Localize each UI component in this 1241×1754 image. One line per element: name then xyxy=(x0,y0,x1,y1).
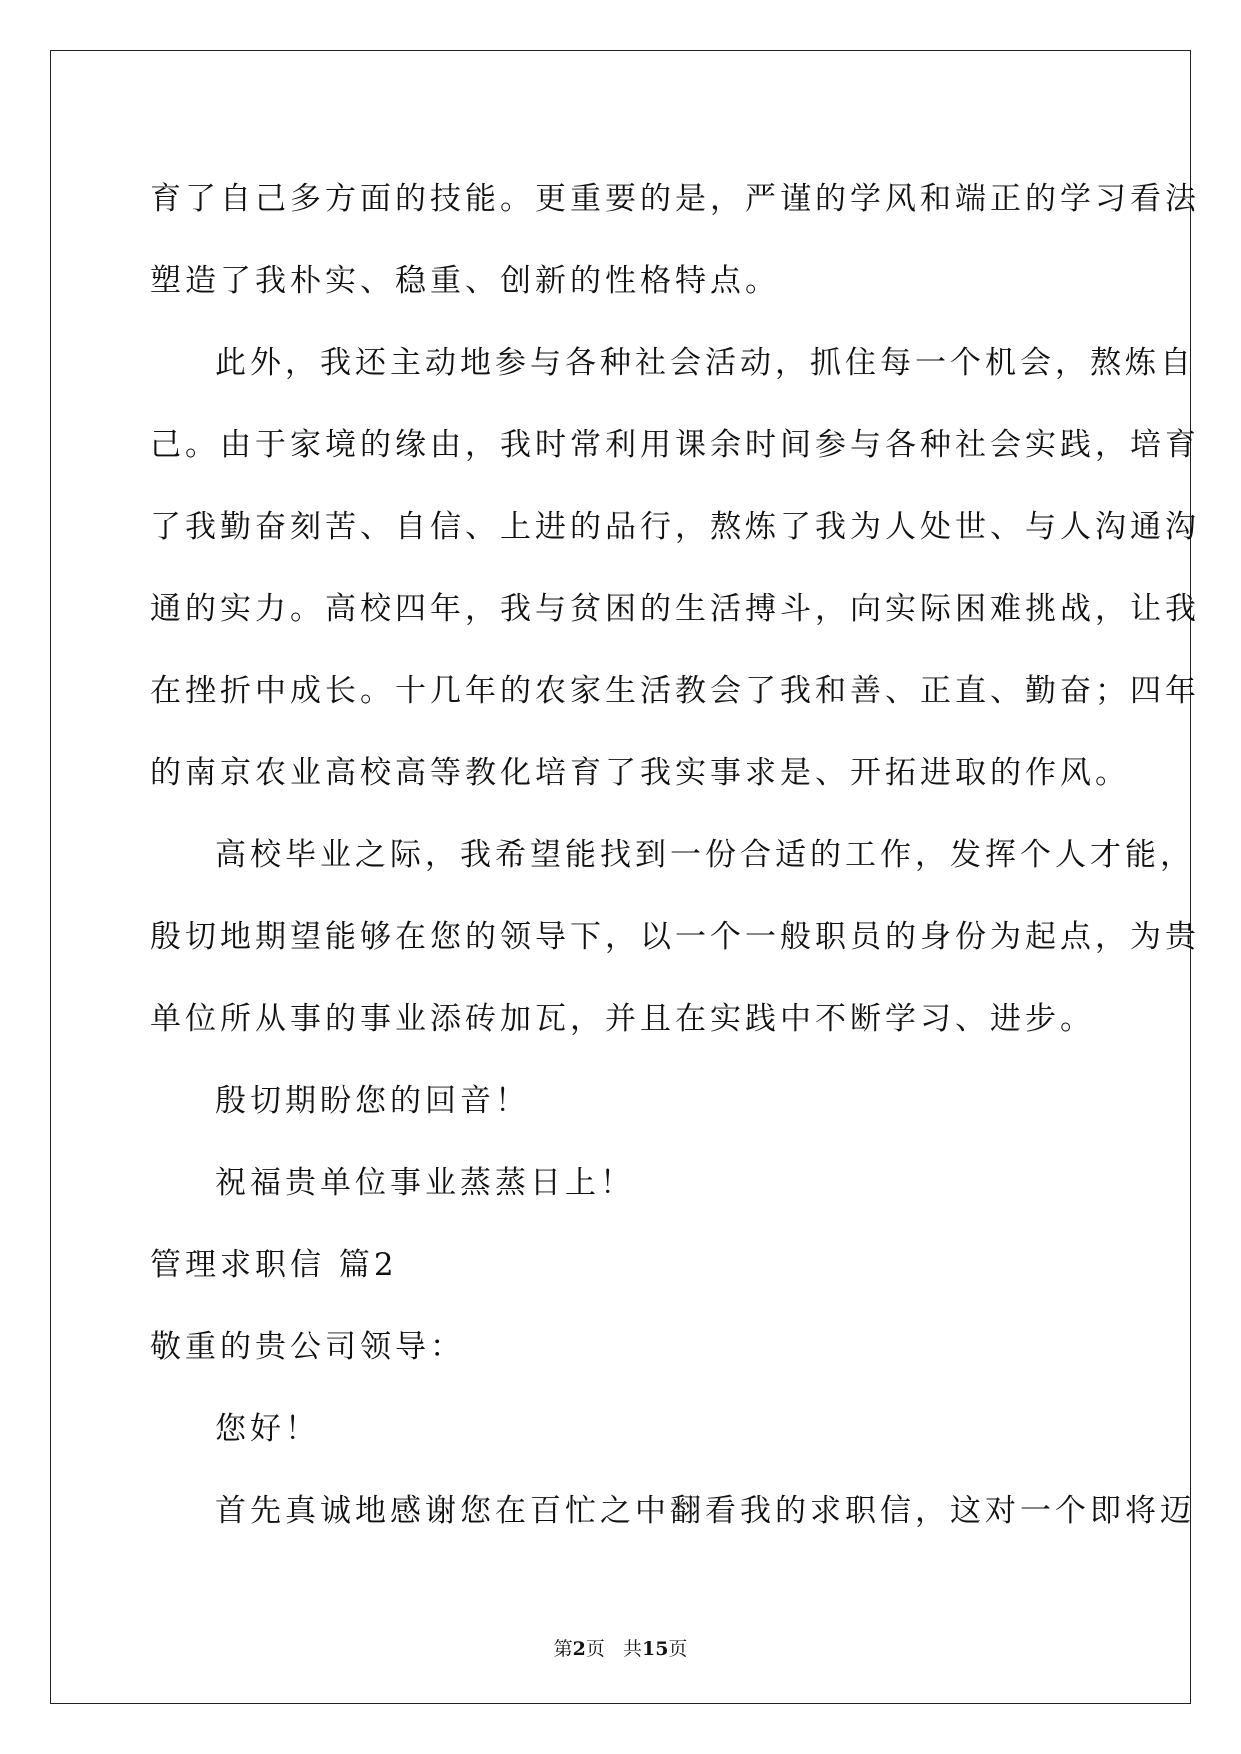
text-line: 殷切地期望能够在您的领导下，以一个一般职员的身份为起点，为贵 xyxy=(150,919,1200,955)
text-line: 塑造了我朴实、稳重、创新的性格特点。 xyxy=(150,263,780,299)
paragraph-start-line: 首先真诚地感谢您在百忙之中翻看我的求职信，这对一个即将迈 xyxy=(215,1493,1195,1529)
paragraph-start-line: 高校毕业之际，我希望能找到一份合适的工作，发挥个人才能， xyxy=(215,837,1195,873)
text-line: 单位所从事的事业添砖加瓦，并且在实践中不断学习、进步。 xyxy=(150,1001,1095,1037)
text-line: 通的实力。高校四年，我与贫困的生活搏斗，向实际困难挑战，让我 xyxy=(150,591,1200,627)
closing-line: 祝福贵单位事业蒸蒸日上！ xyxy=(215,1165,635,1201)
text-line: 育了自己多方面的技能。更重要的是，严谨的学风和端正的学习看法 xyxy=(150,181,1200,217)
paragraph-start-line: 此外，我还主动地参与各种社会活动，抓住每一个机会，熬炼自 xyxy=(215,345,1195,381)
footer-total-suffix: 页 xyxy=(668,1638,688,1660)
current-page-number: 2 xyxy=(572,1638,586,1660)
page-footer xyxy=(0,1634,1241,1661)
text-line: 己。由于家境的缘由，我时常利用课余时间参与各种社会实践，培育 xyxy=(150,427,1200,463)
footer-prefix: 第 xyxy=(553,1638,573,1660)
document-body xyxy=(150,158,1200,1552)
text-line: 的南京农业高校高等教化培育了我实事求是、开拓进取的作风。 xyxy=(150,755,1130,791)
footer-page-word: 页 xyxy=(585,1638,605,1660)
footer-total-prefix: 共 xyxy=(622,1638,642,1660)
text-line: 在挫折中成长。十几年的农家生活教会了我和善、正直、勤奋；四年 xyxy=(150,673,1200,709)
total-page-number: 15 xyxy=(641,1638,669,1660)
greeting: 您好！ xyxy=(215,1411,320,1447)
text-line: 了我勤奋刻苦、自信、上进的品行，熬炼了我为人处世、与人沟通沟 xyxy=(150,509,1200,545)
salutation: 敬重的贵公司领导： xyxy=(150,1329,465,1365)
section-heading: 管理求职信 篇2 xyxy=(150,1247,398,1283)
closing-line: 殷切期盼您的回音！ xyxy=(215,1083,530,1119)
